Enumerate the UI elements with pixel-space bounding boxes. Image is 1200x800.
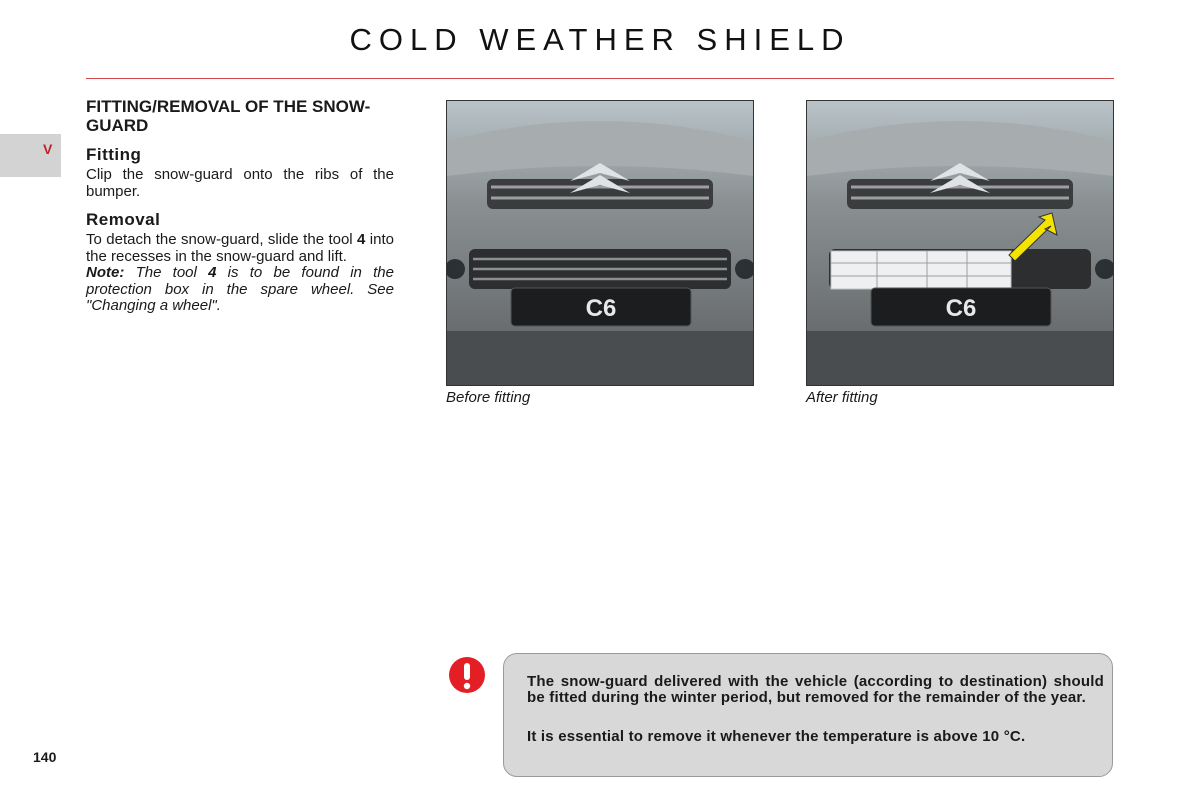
note-label: Note: [86, 264, 125, 281]
title-divider [86, 78, 1114, 79]
fitting-text: Clip the snow-guard onto the ribs of the bumper. [86, 166, 394, 200]
warning-box [503, 653, 1113, 777]
exclamation-icon [448, 656, 486, 694]
warning-paragraph-1: The snow-guard delivered with the vehicle (according to destination) should be fitted during the winter period, but removed for the remainder of the year. [527, 673, 1104, 706]
caption-after-fitting: After fitting [806, 389, 878, 406]
removal-heading: Removal [86, 210, 161, 229]
warning-paragraph-2: It is essential to remove it whenever the temperature is above 10 °C. [527, 728, 1026, 745]
note-tool-number: 4 [208, 264, 217, 281]
photo-after-fitting [806, 100, 1114, 386]
tool-number: 4 [357, 231, 366, 248]
section-heading: FITTING/REMOVAL OF THE SNOW-GUARD [86, 97, 371, 135]
removal-text: To detach the snow-guard, slide the tool 4 into the recesses in the snow-guard and lift. [86, 231, 394, 265]
removal-note: Note: The tool 4 is to be found in the protection box in the spare wheel. See "Changing a wheel". [86, 264, 394, 314]
page-title: COLD WEATHER SHIELD [349, 22, 851, 57]
license-plate-text-before: C6 [585, 295, 617, 322]
license-plate-text-after: C6 [945, 295, 977, 322]
page-number: 140 [33, 749, 57, 765]
caption-before-fitting: Before fitting [446, 389, 531, 406]
photo-before-fitting [446, 100, 754, 386]
fitting-heading: Fitting [86, 145, 142, 164]
chapter-letter: V [43, 141, 53, 157]
instructions-column [86, 97, 394, 315]
